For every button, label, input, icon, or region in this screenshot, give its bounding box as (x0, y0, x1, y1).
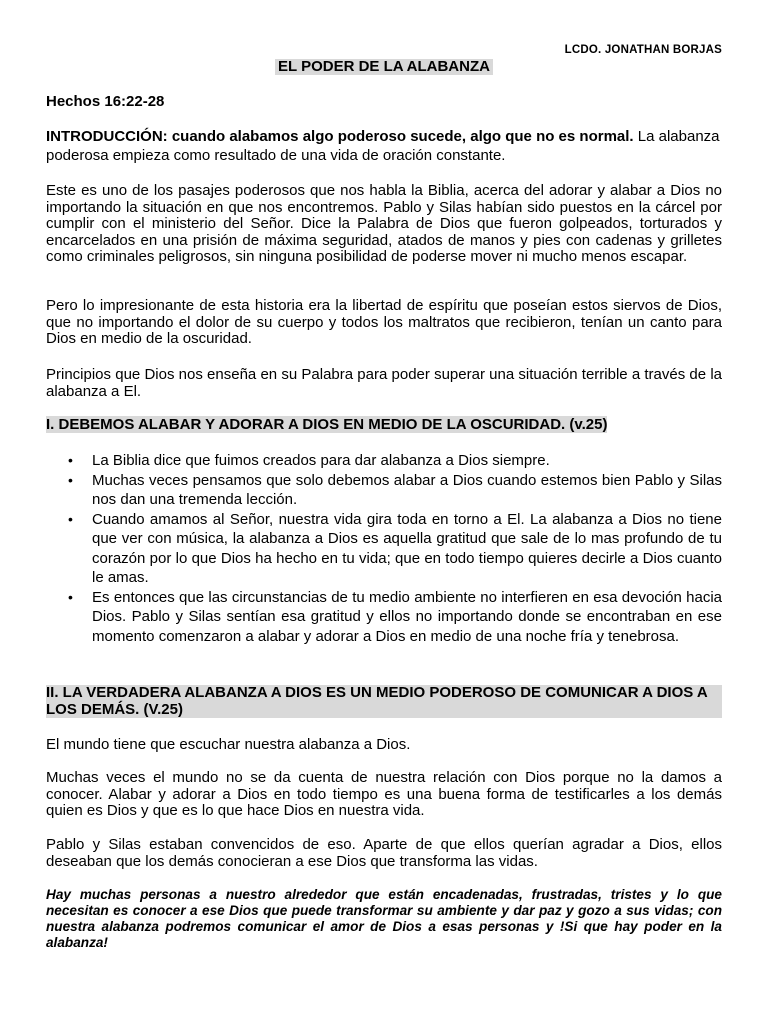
bullet-icon: • (68, 588, 73, 605)
section-2-paragraph-1-block (46, 737, 722, 754)
introduction (46, 127, 722, 165)
bullet-text: Muchas veces pensamos que solo debemos alabar a Dios cuando estemos bien Pablo y Silas nos dan una tremenda lección. (92, 471, 722, 508)
list-item (46, 588, 722, 647)
introduction-bold: INTRODUCCIÓN: cuando alabamos algo poderoso sucede, algo que no es normal. (46, 128, 634, 145)
section-1-bullets-block (46, 451, 722, 646)
paragraph-2: Pero lo impresionante de esta historia era la libertad de espíritu que poseían estos siervos de Dios, que no importando el dolor de su cuerpo y todos los maltratos que recibieron, tenían un canto para Dios en medio de la oscuridad. (46, 297, 722, 348)
paragraph-1: Este es uno de los pasajes poderosos que nos habla la Biblia, acerca del adorar y alabar a Dios no importando la situación en que nos encontremos. Pablo y Silas habían sido puestos en la cárcel por cumplir con el ministerio del Señor. Dice la Palabra de Dios que fueron golpeados, torturados y encarcelados en una prisión de máxima seguridad, atados de manos y pies con cadenas y grilletes como criminales peligrosos, sin ninguna posibilidad de poderse mover ni mucho menos escapar. (46, 182, 722, 266)
section-1-heading-block (46, 417, 722, 434)
section-2-paragraph-2: Muchas veces el mundo no se da cuenta de nuestra relación con Dios porque no la damos a conocer. Alabar y adorar a Dios en todo tiempo es una buena forma de testificarles a los demás quien es Dios y que es lo que hace Dios en nuestra vida. (46, 769, 722, 820)
document-title: EL PODER DE LA ALABANZA (275, 59, 493, 75)
title-wrapper (46, 59, 722, 76)
section-2-paragraph-3-block (46, 837, 722, 870)
bullet-text: Cuando amamos al Señor, nuestra vida gira toda en torno a El. La alabanza a Dios no tiene que ver con música, la alabanza a Dios es aquella gratitud que sale de lo mas profundo de tu corazón por lo que Dios ha hecho en tu vida; que en todo tiempo quieres decirle a Dios cuanto le amas. (92, 510, 722, 586)
bullet-text: La Biblia dice que fuimos creados para dar alabanza a Dios siempre. (92, 452, 550, 469)
list-item (46, 451, 722, 471)
section-2-paragraph-1: El mundo tiene que escuchar nuestra alabanza a Dios. (46, 736, 411, 753)
closing-block (46, 887, 722, 951)
list-item (46, 510, 722, 588)
section-2-paragraph-3: Pablo y Silas estaban convencidos de eso. Aparte de que ellos querían agradar a Dios, ellos deseaban que los demás conocieran a ese Dios que transforma las vidas. (46, 836, 722, 870)
introduction-text: La alabanza poderosa empieza como resultado de una vida de oración constante. (46, 128, 720, 164)
list-item (46, 471, 722, 510)
bullet-icon: • (68, 471, 73, 488)
bullet-icon: • (68, 452, 73, 468)
section-1-heading: I. DEBEMOS ALABAR Y ADORAR A DIOS EN MEDIO DE LA OSCURIDAD. (v.25) (46, 416, 608, 433)
paragraph-1-block (46, 183, 722, 266)
closing-statement: Hay muchas personas a nuestro alrededor que están encadenadas, frustradas, tristes y lo que necesitan es conocer a ese Dios que puede transformar su ambiente y dar paz y gozo a sus vidas; con nuestra alabanza podremos comunicar el amor de Dios a esas personas y !Si que hay poder en la alabanza! (46, 887, 722, 950)
scripture-reference-block (46, 94, 722, 111)
author-name: LCDO. JONATHAN BORJAS (564, 44, 722, 56)
section-2-heading-block (46, 685, 722, 718)
bullet-icon: • (68, 510, 73, 527)
paragraph-3-block (46, 367, 722, 400)
paragraph-2-block (46, 298, 722, 348)
section-2-paragraph-2-block (46, 770, 722, 820)
bullet-text: Es entonces que las circunstancias de tu medio ambiente no interfieren en esa devoción hacia Dios. Pablo y Silas sentían esa gratitud y ellos no importando donde se encontraban en ese momento comenzaron a alabar y adorar a Dios en medio de una noche fría y tenebrosa. (92, 588, 722, 645)
section-1-bullet-list (46, 451, 722, 646)
section-2-heading: II. LA VERDADERA ALABANZA A DIOS ES UN MEDIO PODEROSO DE COMUNICAR A DIOS A LOS DEMÁS. (V.25) (46, 685, 722, 718)
scripture-reference: Hechos 16:22-28 (46, 93, 165, 110)
paragraph-3: Principios que Dios nos enseña en su Palabra para poder superar una situación terrible a través de la alabanza a El. (46, 366, 722, 400)
